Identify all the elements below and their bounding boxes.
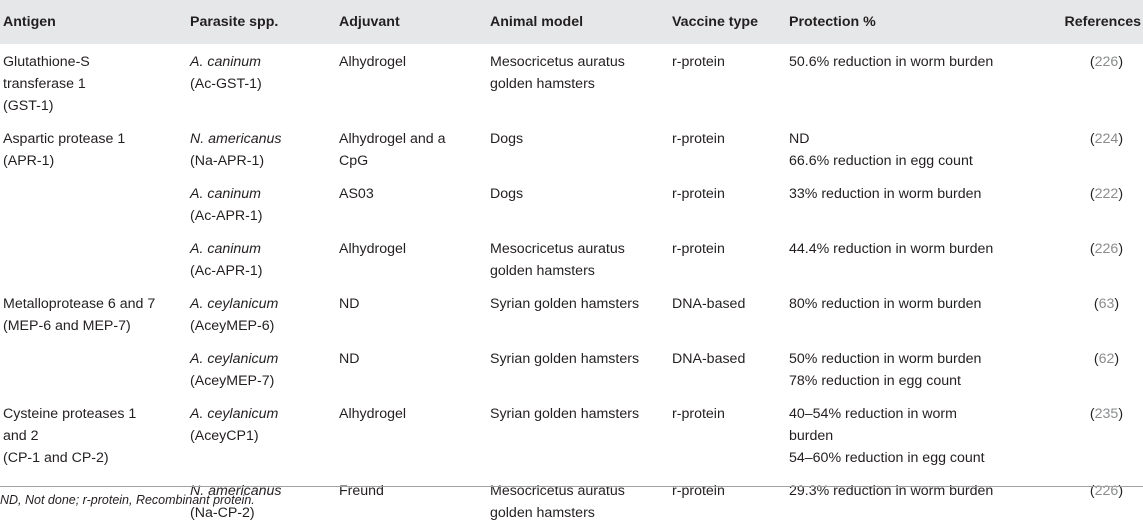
- reference-link[interactable]: 62: [1098, 351, 1115, 367]
- animal-model-cell-line: golden hamsters: [490, 76, 595, 92]
- vaccine-type-cell: r-protein: [672, 406, 725, 422]
- reference-open-paren: (: [1089, 54, 1095, 70]
- reference-close-paren: ): [1118, 131, 1124, 147]
- table-row: [0, 396, 1143, 473]
- protection-cell-line: 50% reduction in worm burden: [789, 351, 982, 367]
- protection-cell: [786, 121, 1030, 176]
- antigen-cell: [0, 286, 187, 341]
- adjuvant-cell-line: ND: [339, 296, 360, 312]
- parasite-species: A. caninum: [190, 241, 261, 257]
- animal-model-cell: [487, 176, 669, 231]
- reference-open-paren: (: [1089, 406, 1095, 422]
- reference-cell: [1030, 231, 1143, 286]
- protection-cell-line: burden: [789, 428, 834, 444]
- reference-link[interactable]: 226: [1094, 241, 1119, 257]
- parasite-species: A. ceylanicum: [190, 406, 279, 422]
- reference-close-paren: ): [1114, 351, 1120, 367]
- protection-cell: [786, 231, 1030, 286]
- parasite-antigen-code: (Na-CP-2): [190, 505, 255, 521]
- header-adjuvant: Adjuvant: [336, 0, 487, 44]
- animal-model-cell: [487, 396, 669, 473]
- antigen-cell-line: Metalloprotease 6 and 7: [3, 296, 156, 312]
- reference-link[interactable]: 224: [1094, 131, 1119, 147]
- table-row: [0, 121, 1143, 176]
- reference-cell: [1030, 176, 1143, 231]
- table-footnote: ND, Not done; r-protein, Recombinant protein.: [0, 493, 255, 507]
- vaccine-type-cell: DNA-based: [672, 296, 746, 312]
- header-protection: Protection %: [786, 0, 1030, 44]
- protection-cell-line: 80% reduction in worm burden: [789, 296, 982, 312]
- parasite-species: N. americanus: [190, 483, 282, 499]
- parasite-antigen-code: (Na-APR-1): [190, 153, 265, 169]
- protection-cell-line: 44.4% reduction in worm burden: [789, 241, 994, 257]
- reference-cell: [1030, 473, 1143, 530]
- parasite-cell: [187, 341, 336, 396]
- animal-model-cell-line: golden hamsters: [490, 505, 595, 521]
- parasite-species: N. americanus: [190, 131, 282, 147]
- parasite-cell: [187, 121, 336, 176]
- reference-link[interactable]: 63: [1098, 296, 1115, 312]
- antigen-cell-line: (GST-1): [3, 98, 54, 114]
- parasite-antigen-code: (Ac-GST-1): [190, 76, 262, 92]
- reference-open-paren: (: [1093, 351, 1099, 367]
- antigen-cell: [0, 231, 187, 286]
- adjuvant-cell: [336, 286, 487, 341]
- protection-cell: [786, 286, 1030, 341]
- reference-close-paren: ): [1118, 186, 1124, 202]
- animal-model-cell-line: Mesocricetus auratus: [490, 54, 625, 70]
- reference-cell: [1030, 341, 1143, 396]
- header-animal-model: Animal model: [487, 0, 669, 44]
- reference-open-paren: (: [1089, 241, 1095, 257]
- header-row: [0, 0, 1143, 44]
- reference-open-paren: (: [1089, 131, 1095, 147]
- parasite-cell: [187, 176, 336, 231]
- adjuvant-cell-line: AS03: [339, 186, 374, 202]
- protection-cell: [786, 473, 1030, 530]
- antigen-cell-line: (APR-1): [3, 153, 55, 169]
- adjuvant-cell-line: Freund: [339, 483, 384, 499]
- parasite-cell: [187, 44, 336, 121]
- parasite-antigen-code: (AceyCP1): [190, 428, 259, 444]
- header-parasite: Parasite spp.: [187, 0, 336, 44]
- reference-close-paren: ): [1118, 406, 1124, 422]
- reference-close-paren: ): [1114, 296, 1120, 312]
- parasite-species: A. caninum: [190, 186, 261, 202]
- header-vaccine-type: Vaccine type: [669, 0, 786, 44]
- reference-cell: [1030, 121, 1143, 176]
- table-row: [0, 286, 1143, 341]
- adjuvant-cell: [336, 231, 487, 286]
- animal-model-cell: [487, 473, 669, 530]
- reference-open-paren: (: [1093, 296, 1099, 312]
- animal-model-cell: [487, 44, 669, 121]
- adjuvant-cell: [336, 176, 487, 231]
- antigen-cell-line: transferase 1: [3, 76, 86, 92]
- animal-model-cell-line: Mesocricetus auratus: [490, 483, 625, 499]
- parasite-species: A. ceylanicum: [190, 351, 279, 367]
- parasite-antigen-code: (AceyMEP-6): [190, 318, 275, 334]
- adjuvant-cell-line: CpG: [339, 153, 369, 169]
- protection-cell-line: 29.3% reduction in worm burden: [789, 483, 994, 499]
- parasite-antigen-code: (Ac-APR-1): [190, 208, 263, 224]
- table-row: [0, 231, 1143, 286]
- parasite-cell: [187, 396, 336, 473]
- antigen-cell-line: and 2: [3, 428, 39, 444]
- protection-cell-line: 50.6% reduction in worm burden: [789, 54, 994, 70]
- animal-model-cell: [487, 231, 669, 286]
- animal-model-cell: [487, 341, 669, 396]
- antigen-cell: [0, 121, 187, 176]
- antigen-cell: [0, 176, 187, 231]
- vaccine-type-cell: r-protein: [672, 483, 725, 499]
- vaccine-type-cell: r-protein: [672, 241, 725, 257]
- animal-model-cell-line: golden hamsters: [490, 263, 595, 279]
- adjuvant-cell-line: Alhydrogel: [339, 54, 407, 70]
- protection-cell: [786, 341, 1030, 396]
- protection-cell: [786, 396, 1030, 473]
- animal-model-cell: [487, 121, 669, 176]
- parasite-cell: [187, 286, 336, 341]
- protection-cell-line: 40–54% reduction in worm: [789, 406, 957, 422]
- adjuvant-cell-line: Alhydrogel: [339, 241, 407, 257]
- reference-link[interactable]: 226: [1094, 54, 1119, 70]
- reference-cell: [1030, 286, 1143, 341]
- reference-open-paren: (: [1089, 483, 1095, 499]
- parasite-species: A. ceylanicum: [190, 296, 279, 312]
- adjuvant-cell-line: Alhydrogel: [339, 406, 407, 422]
- antigen-cell-line: Cysteine proteases 1: [3, 406, 137, 422]
- protection-cell-line: 54–60% reduction in egg count: [789, 450, 985, 466]
- protection-cell: [786, 176, 1030, 231]
- protection-cell-line: 33% reduction in worm burden: [789, 186, 982, 202]
- antigen-cell: [0, 44, 187, 121]
- parasite-species: A. caninum: [190, 54, 261, 70]
- reference-link[interactable]: 226: [1094, 483, 1119, 499]
- protection-cell: [786, 44, 1030, 121]
- protection-cell-line: ND: [789, 131, 810, 147]
- reference-open-paren: (: [1089, 186, 1095, 202]
- adjuvant-cell-line: Alhydrogel and a: [339, 131, 446, 147]
- reference-close-paren: ): [1118, 241, 1124, 257]
- vaccine-type-cell: r-protein: [672, 186, 725, 202]
- animal-model-cell: [487, 286, 669, 341]
- table-row: [0, 341, 1143, 396]
- parasite-antigen-code: (Ac-APR-1): [190, 263, 263, 279]
- parasite-cell: [187, 231, 336, 286]
- protection-cell-line: 78% reduction in egg count: [789, 373, 961, 389]
- reference-link[interactable]: 222: [1094, 186, 1119, 202]
- adjuvant-cell: [336, 341, 487, 396]
- reference-close-paren: ): [1118, 483, 1124, 499]
- protection-cell-line: 66.6% reduction in egg count: [789, 153, 973, 169]
- header-antigen: Antigen: [0, 0, 187, 44]
- table-row: [0, 44, 1143, 121]
- reference-cell: [1030, 44, 1143, 121]
- animal-model-cell-line: Dogs: [490, 186, 524, 202]
- table-bottom-rule: [0, 486, 1143, 487]
- reference-close-paren: ): [1118, 54, 1124, 70]
- table-row: [0, 176, 1143, 231]
- vaccine-type-cell: DNA-based: [672, 351, 746, 367]
- parasite-antigen-code: (AceyMEP-7): [190, 373, 275, 389]
- reference-link[interactable]: 235: [1094, 406, 1119, 422]
- adjuvant-cell: [336, 44, 487, 121]
- adjuvant-cell: [336, 473, 487, 530]
- vaccine-type-cell: r-protein: [672, 54, 725, 70]
- adjuvant-cell: [336, 396, 487, 473]
- adjuvant-cell: [336, 121, 487, 176]
- antigen-cell: [0, 341, 187, 396]
- antigen-cell-line: Aspartic protease 1: [3, 131, 126, 147]
- vaccine-type-cell: r-protein: [672, 131, 725, 147]
- antigen-cell: [0, 396, 187, 473]
- antigen-cell-line: (CP-1 and CP-2): [3, 450, 109, 466]
- reference-cell: [1030, 396, 1143, 473]
- animal-model-cell-line: Dogs: [490, 131, 524, 147]
- animal-model-cell-line: Syrian golden hamsters: [490, 351, 640, 367]
- header-references: References: [1030, 0, 1143, 44]
- animal-model-cell-line: Mesocricetus auratus: [490, 241, 625, 257]
- animal-model-cell-line: Syrian golden hamsters: [490, 406, 640, 422]
- antigen-cell-line: Glutathione-S: [3, 54, 90, 70]
- adjuvant-cell-line: ND: [339, 351, 360, 367]
- antigen-cell-line: (MEP-6 and MEP-7): [3, 318, 131, 334]
- animal-model-cell-line: Syrian golden hamsters: [490, 296, 640, 312]
